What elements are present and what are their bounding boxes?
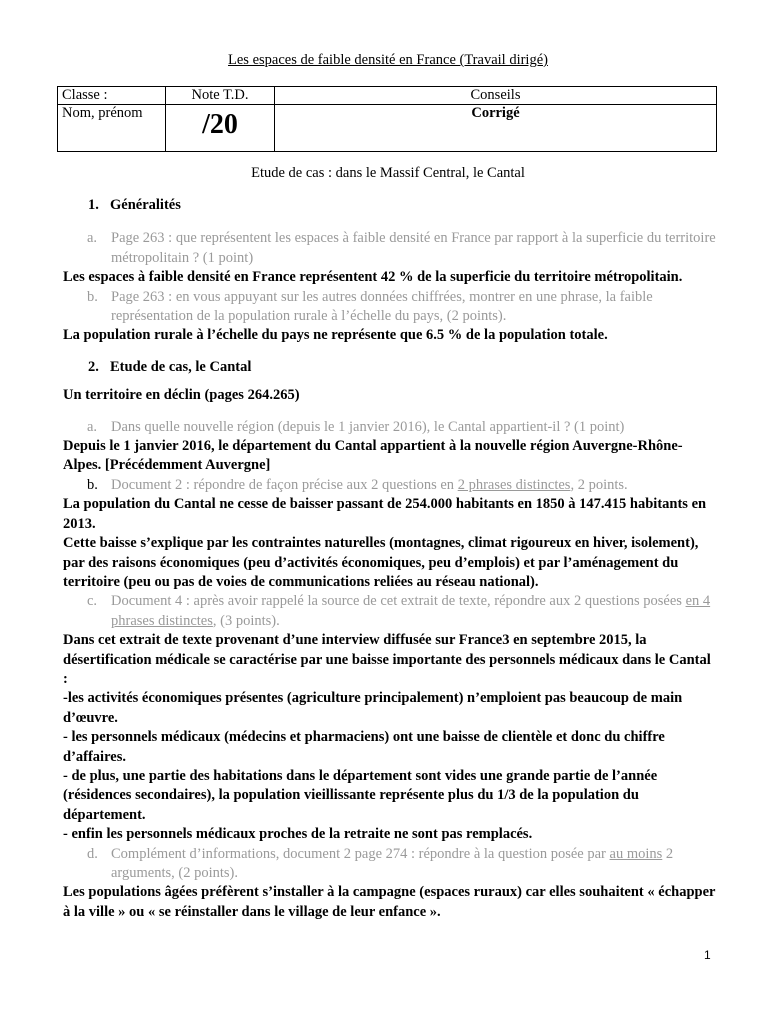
document-body [63, 196, 719, 922]
question-2b: b. Document 2 : répondre de façon précise aux 2 questions en 2 phrases distinctes, 2 points. [87, 476, 628, 493]
answer-2b-1: La population du Cantal ne cesse de baisser passant de 254.000 habitants en 1850 à 147.415 habitants en 2013. [63, 496, 707, 532]
answer-1a: Les espaces à faible densité en France représentent 42 % de la superficie du territoire métropolitain. [63, 269, 683, 286]
conseils-label: Conseils [275, 87, 717, 105]
answer-2a: Depuis le 1 janvier 2016, le département du Cantal appartient à la nouvelle région Auvergne-Rhône-Alpes. [Précédemment Auvergne] [63, 438, 683, 474]
section-2-heading: 2. Etude de cas, le Cantal [88, 358, 252, 375]
nom-prenom-label: Nom, prénom [58, 105, 166, 152]
question-1a: a. Page 263 : que représentent les espaces à faible densité en France par rapport à la superficie du territoire métropolitain ? (1 point) [87, 230, 716, 266]
answer-2c-3: - les personnels médicaux (médecins et pharmaciens) ont une baisse de clientèle et donc du chiffre d’affaires. [63, 729, 665, 765]
answer-2c-2: -les activités économiques présentes (agriculture principalement) n’emploient pas beaucoup de main d’œuvre. [63, 690, 683, 726]
note-label: Note T.D. [166, 87, 275, 105]
answer-2c-5: - enfin les personnels médicaux proches de la retraite ne sont pas remplacés. [63, 826, 533, 843]
answer-2d: Les populations âgées préfèrent s’installer à la campagne (espaces ruraux) car elles souhaitent « échapper à la ville » ou « se réinstaller dans le village de leur enfance ». [63, 884, 716, 920]
answer-2c-1: Dans cet extrait de texte provenant d’une interview diffusée sur France3 en septembre 2015, la désertification médicale se caractérise par une baisse importante des personnels médicaux dans le Cantal : [63, 632, 711, 687]
section-1-heading: 1. Généralités [88, 197, 181, 213]
answer-2b-2: Cette baisse s’explique par les contraintes naturelles (montagnes, climat rigoureux en hiver, isolement), par des raisons économiques (peu d’activités économiques, peu d’emplois) et par l’aménagement du territoire (peu ou pas de voies de communications reliées au réseau national). [63, 535, 699, 590]
corrige-label: Corrigé [471, 105, 520, 121]
question-2c: c. Document 4 : après avoir rappelé la source de cet extrait de texte, répondre aux 2 questions posées en 4 phrases distinctes, (3 points). [87, 593, 711, 629]
answer-1b: La population rurale à l’échelle du pays ne représente que 6.5 % de la population totale. [63, 327, 608, 344]
case-study-subtitle: Etude de cas : dans le Massif Central, le Cantal [251, 165, 525, 181]
score-field: /20 [202, 109, 238, 140]
header-table [57, 86, 717, 152]
document-title: Les espaces de faible densité en France (Travail dirigé) [228, 52, 548, 68]
subsection-heading: Un territoire en déclin (pages 264.265) [63, 387, 300, 404]
answer-2c-4: - de plus, une partie des habitations dans le département sont vides une grande partie de l’année (résidences secondaires), la population vieillissante représente plus du 1/3 de la population du département. [63, 767, 658, 823]
question-1b: b. Page 263 : en vous appuyant sur les autres données chiffrées, montrer en une phrase, la faible représentation de la population rurale à l’échelle du pays, (2 points). [87, 288, 653, 325]
question-2a: a. Dans quelle nouvelle région (depuis le 1 janvier 2016), le Cantal appartient-il ? (1 point) [87, 418, 625, 435]
page-number: 1 [704, 948, 711, 962]
question-2d: d. Complément d’informations, document 2 page 274 : répondre à la question posée par au moins 2 arguments, (2 points). [87, 845, 674, 881]
classe-label: Classe : [58, 87, 166, 105]
